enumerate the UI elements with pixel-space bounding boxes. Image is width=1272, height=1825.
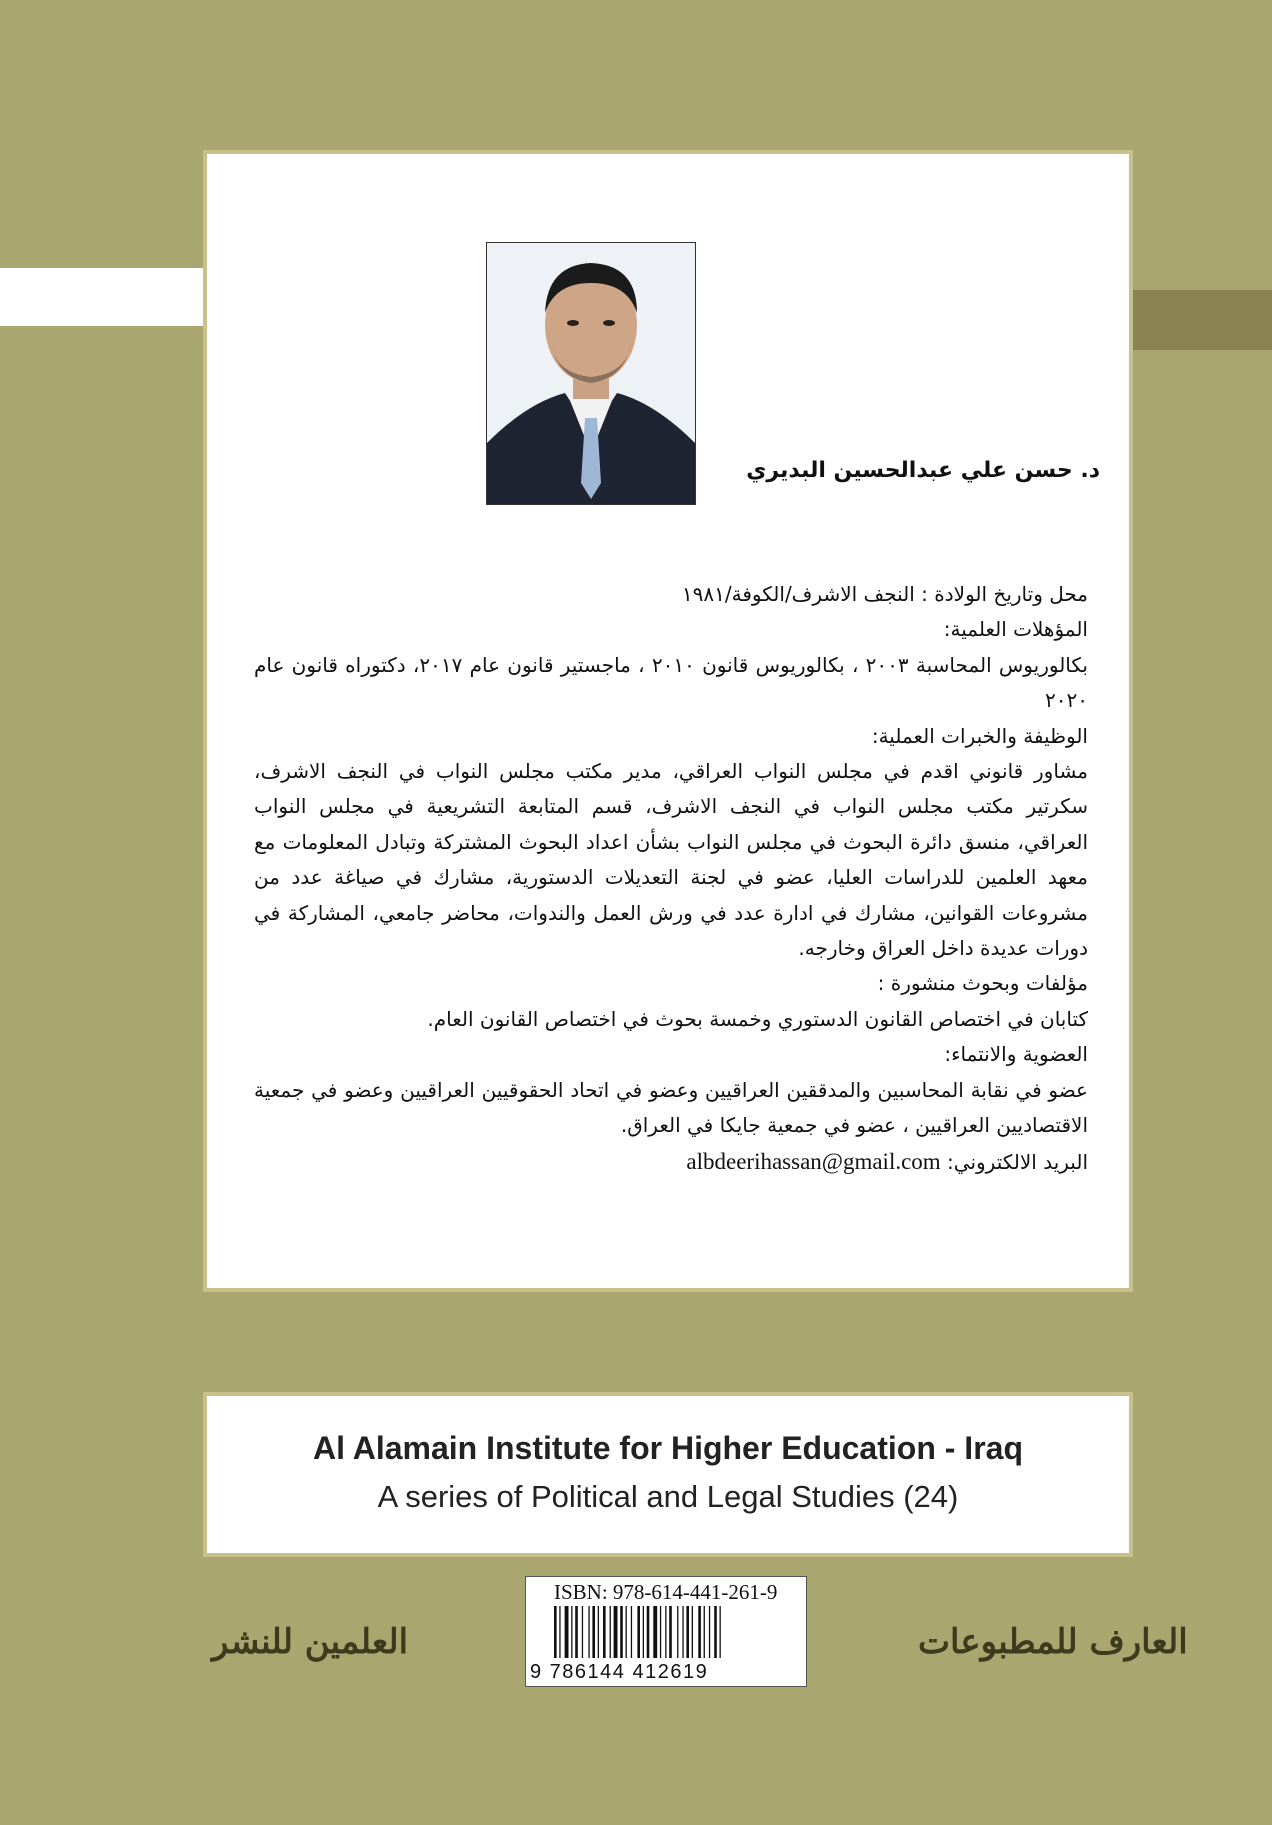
barcode-bar: [653, 1606, 657, 1658]
barcode-bar: [720, 1606, 721, 1658]
barcode-bar: [614, 1606, 618, 1658]
experience-text: مشاور قانوني اقدم في مجلس النواب العراقي، مدير مكتب مجلس النواب في النجف الاشرف، سكرتير مكتب مجلس النواب في النجف الاشرف، قسم المتابعة التشريعية في مجلس النواب العراقي، منسق دائرة البحوث في مجلس النواب بشأن اعداد البحوث المشتركة وتبادل المعلومات مع معهد العلمين للدراسات العليا، عضو في لجنة التعديلات الدستورية، مشارك في صياغة عدد من مشروعات القوانين، مشارك في ادارة عدد في ورش العمل والندوات، محاضر جامعي، المشاركة في دورات عديدة داخل العراق وخارجه.: [254, 759, 1088, 961]
barcode-bar: [704, 1606, 705, 1658]
author-name: د. حسن علي عبدالحسين البديري: [746, 458, 1100, 483]
series-title: A series of Political and Legal Studies (24): [377, 1479, 959, 1514]
barcode-bar: [647, 1606, 650, 1658]
bio-text: [254, 577, 1088, 1180]
birth-line: محل وتاريخ الولادة : النجف الاشرف/الكوفة/١٩٨١: [681, 582, 1088, 606]
barcode-bar: [692, 1606, 693, 1658]
email-label: البريد الالكتروني:: [947, 1149, 1088, 1174]
barcode-bar: [603, 1606, 606, 1658]
decorative-white-strip: [0, 268, 235, 326]
barcode-bar: [631, 1606, 632, 1658]
barcode-bar: [677, 1606, 678, 1658]
barcode-bar: [592, 1606, 595, 1658]
barcode-bar: [643, 1606, 644, 1658]
barcode-bar: [637, 1606, 640, 1658]
barcode-bar: [709, 1606, 710, 1658]
barcode-bar: [669, 1606, 672, 1658]
barcode-bar: [582, 1606, 583, 1658]
barcode-bar: [686, 1606, 689, 1658]
barcode-bar: [575, 1606, 578, 1658]
isbn-label: ISBN: 978-614-441-261-9: [554, 1580, 778, 1604]
barcode-bar: [698, 1606, 701, 1658]
qualifications-heading: المؤهلات العلمية:: [943, 617, 1088, 642]
barcode-bar: [626, 1606, 627, 1658]
email-address: albdeerihassan@gmail.com: [686, 1148, 941, 1174]
experience-heading: الوظيفة والخبرات العملية:: [871, 723, 1088, 748]
publications-heading: مؤلفات وبحوث منشورة :: [877, 971, 1088, 996]
institute-title: Al Alamain Institute for Higher Education - Iraq: [313, 1430, 1023, 1466]
barcode-bar: [714, 1606, 717, 1658]
barcode-bar: [571, 1606, 572, 1658]
barcode-bar: [588, 1606, 589, 1658]
isbn-barcode: [525, 1576, 807, 1687]
publisher-logo-alalamain: [212, 1622, 408, 1662]
author-photo: [486, 242, 696, 505]
barcode-bar: [559, 1606, 560, 1658]
publications-text: كتابان في اختصاص القانون الدستوري وخمسة بحوث في اختصاص القانون العام.: [427, 1006, 1088, 1031]
barcode-icon: [554, 1606, 780, 1658]
series-box: [203, 1392, 1133, 1557]
barcode-bar: [565, 1606, 569, 1658]
barcode-bar: [610, 1606, 611, 1658]
barcode-bar: [665, 1606, 666, 1658]
email-line: [254, 1144, 1088, 1180]
barcode-bar: [620, 1606, 623, 1658]
membership-text: عضو في نقابة المحاسبين والمدققين العراقيين وعضو في اتحاد الحقوقيين العراقيين وعضو في جمعية الاقتصاديين العراقيين ، عضو في جمعية جايكا في العراق.: [254, 1077, 1088, 1138]
barcode-bar: [660, 1606, 661, 1658]
publisher-logo-left-text: العلمين للنشر: [212, 1622, 409, 1662]
barcode-bar: [682, 1606, 683, 1658]
membership-heading: العضوية والانتماء:: [944, 1042, 1088, 1067]
publisher-logo-alaref: [918, 1622, 1188, 1662]
barcode-digits: 9 786144 412619: [530, 1661, 709, 1683]
publisher-logo-right-text: العارف للمطبوعات: [918, 1622, 1188, 1662]
barcode-bar: [554, 1606, 557, 1658]
qualifications-text: بكالوريوس المحاسبة ٢٠٠٣ ، بكالوريوس قانون ٢٠١٠ ، ماجستير قانون عام ٢٠١٧، دكتوراه قانون عام ٢٠٢٠: [254, 652, 1088, 713]
barcode-bar: [598, 1606, 599, 1658]
